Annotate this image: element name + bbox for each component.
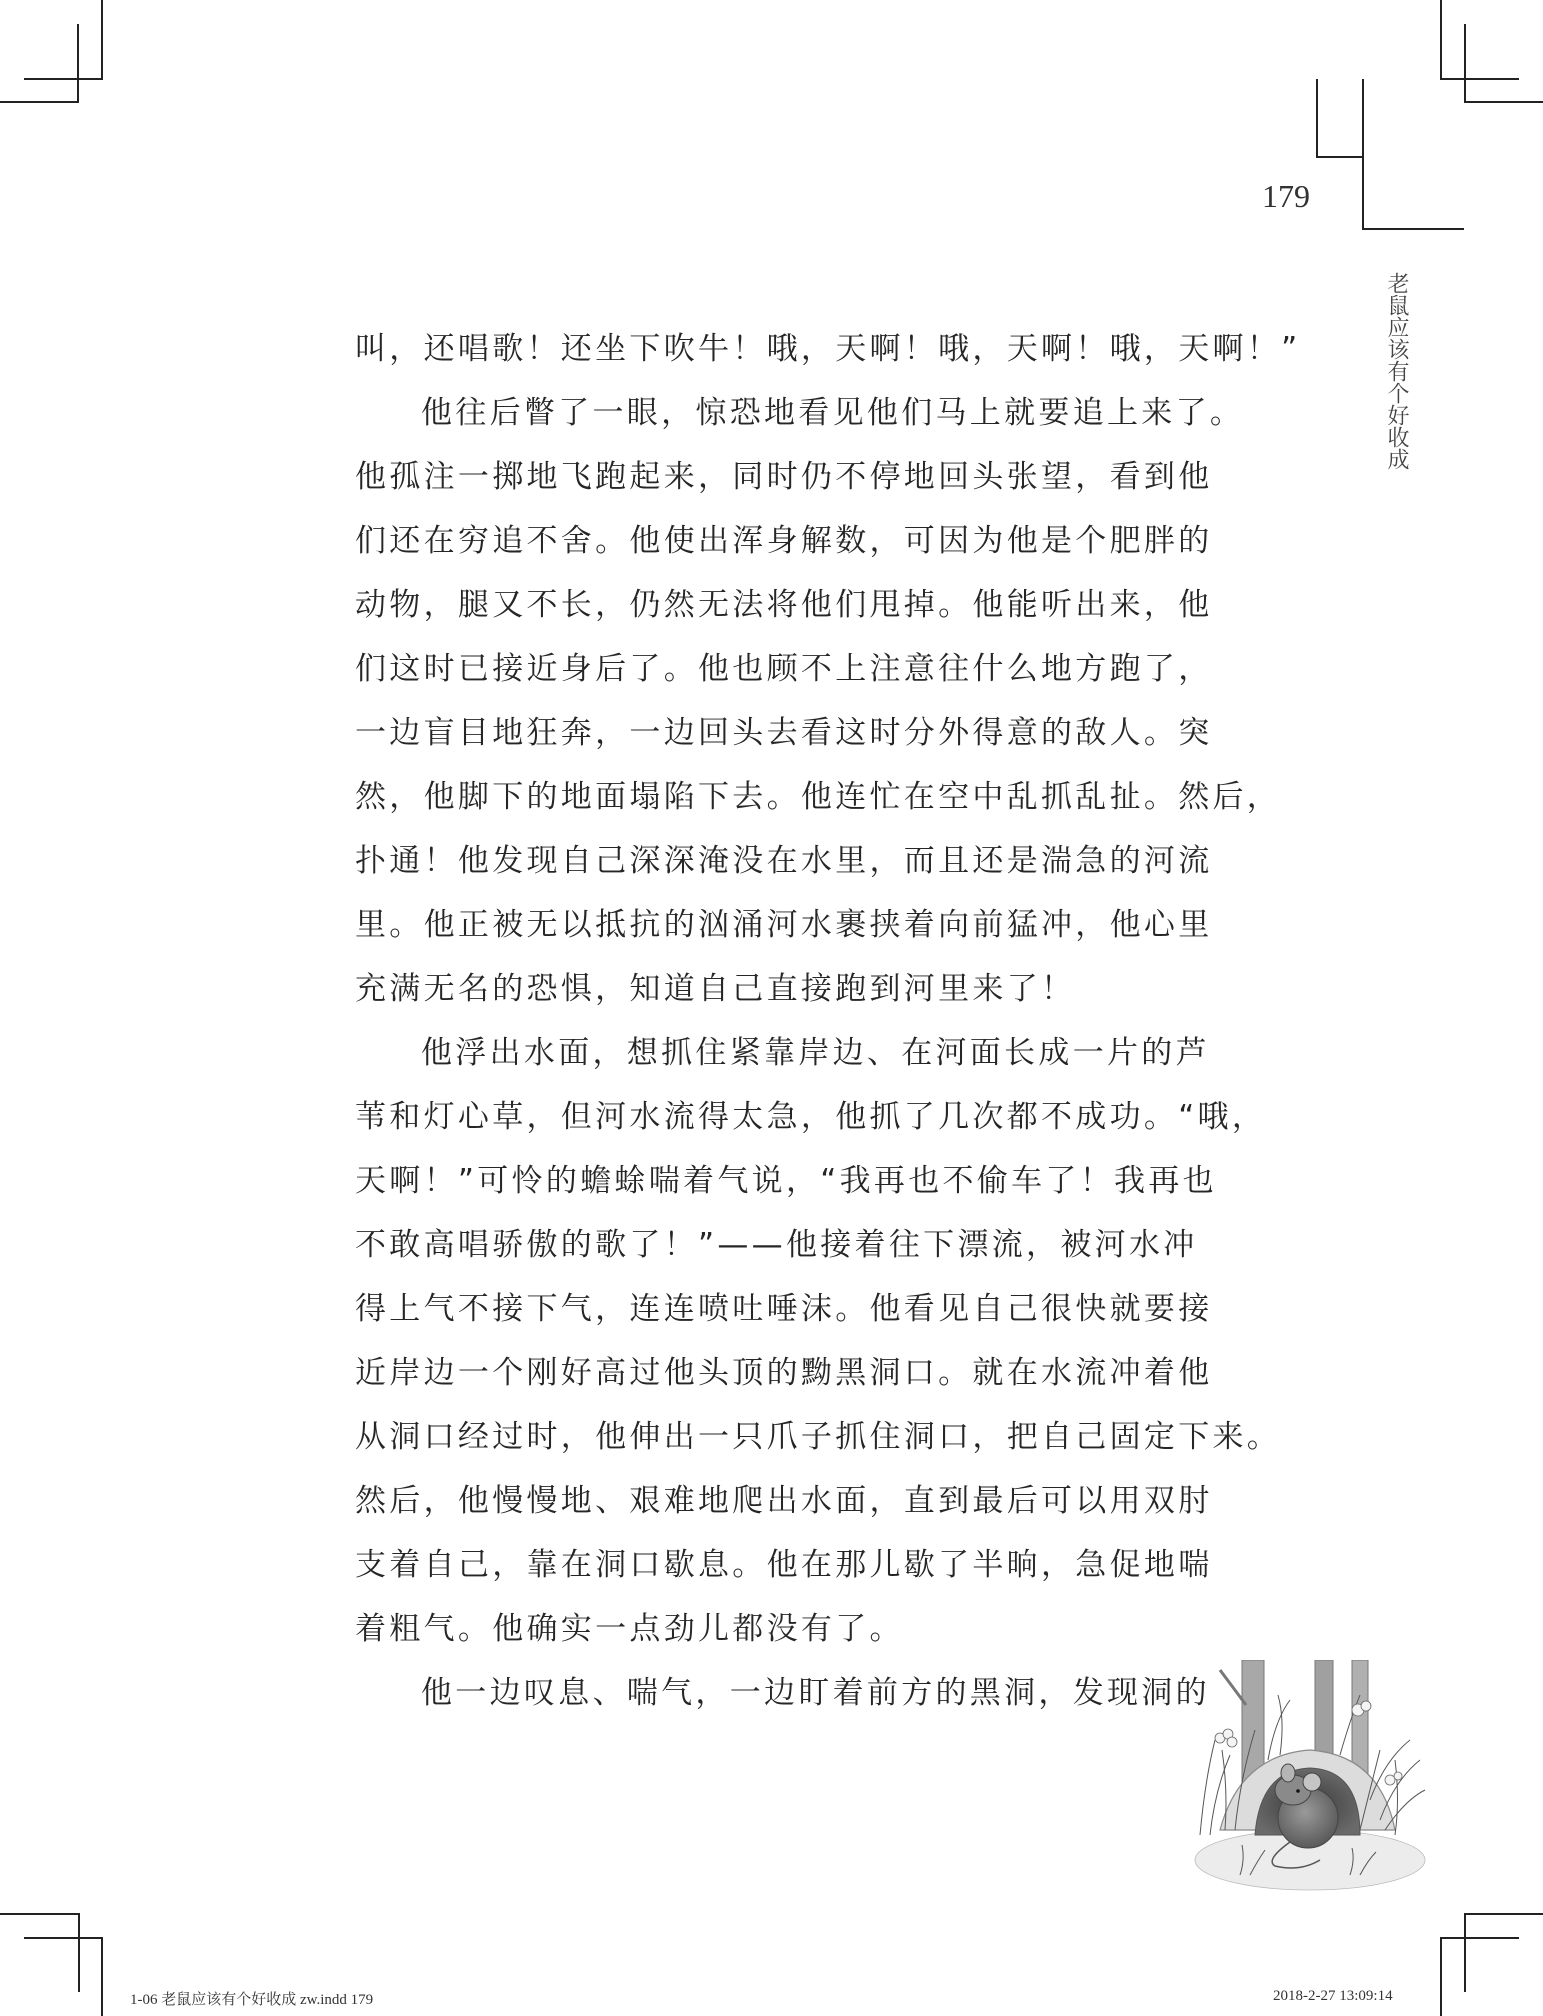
crop-mark <box>24 1937 103 1939</box>
text-line: 苇和灯心草，但河水流得太急，他抓了几次都不成功。“哦， <box>355 1099 1267 1135</box>
mouse-burrow-illustration <box>1180 1660 1430 1900</box>
text-line: 扑通！他发现自己深深淹没在水里，而且还是湍急的河流 <box>355 843 1213 879</box>
text-line: 然后，他慢慢地、艰难地爬出水面，直到最后可以用双肘 <box>355 1483 1213 1519</box>
header-rule <box>1316 156 1362 158</box>
crop-mark <box>1440 78 1519 80</box>
text-line: 他一边叹息、喘气，一边盯着前方的黑洞，发现洞的 <box>421 1675 1210 1711</box>
crop-mark <box>1440 1937 1442 2016</box>
text-line: 叫，还唱歌！还坐下吹牛！哦，天啊！哦，天啊！哦，天啊！” <box>355 331 1301 367</box>
crop-mark <box>1464 24 1466 103</box>
crop-mark <box>78 1913 80 1992</box>
crop-mark <box>101 0 103 79</box>
text-line: 从洞口经过时，他伸出一只爪子抓住洞口，把自己固定下来。 <box>355 1419 1282 1455</box>
slug-file-info: 1-06 老鼠应该有个好收成 zw.indd 179 <box>130 1992 374 2008</box>
text-line: 着粗气。他确实一点劲儿都没有了。 <box>355 1611 904 1647</box>
text-line: 然，他脚下的地面塌陷下去。他连忙在空中乱抓乱扯。然后， <box>355 779 1282 815</box>
crop-mark <box>1464 1913 1543 1915</box>
crop-mark <box>77 24 79 103</box>
header-rule <box>1362 79 1364 230</box>
slug-timestamp: 2018-2-27 13:09:14 <box>1273 1988 1393 2004</box>
crop-mark <box>1440 0 1442 79</box>
crop-mark <box>1440 1937 1519 1939</box>
text-line: 近岸边一个刚好高过他头顶的黝黑洞口。就在水流冲着他 <box>355 1355 1213 1391</box>
crop-mark <box>0 1913 79 1915</box>
header-rule <box>1316 79 1318 158</box>
crop-mark <box>101 1937 103 2016</box>
page-number: 179 <box>1262 178 1310 214</box>
crop-mark <box>1464 1913 1466 1992</box>
text-line: 一边盲目地狂奔，一边回头去看这时分外得意的敌人。突 <box>355 715 1213 751</box>
crop-mark <box>1464 101 1543 103</box>
header-rule <box>1362 228 1464 230</box>
text-line: 动物，腿又不长，仍然无法将他们甩掉。他能听出来，他 <box>355 587 1213 623</box>
body-text <box>355 326 1301 1734</box>
text-line: 们这时已接近身后了。他也顾不上注意往什么地方跑了， <box>355 651 1213 687</box>
crop-mark <box>0 101 79 103</box>
text-line: 充满无名的恐惧，知道自己直接跑到河里来了！ <box>355 971 1076 1007</box>
text-line: 他孤注一掷地飞跑起来，同时仍不停地回头张望，看到他 <box>355 459 1213 495</box>
text-line: 们还在穷追不舍。他使出浑身解数，可因为他是个肥胖的 <box>355 523 1213 559</box>
text-line: 得上气不接下气，连连喷吐唾沫。他看见自己很快就要接 <box>355 1291 1213 1327</box>
text-line: 天啊！”可怜的蟾蜍喘着气说，“我再也不偷车了！我再也 <box>355 1163 1217 1199</box>
text-line: 他往后瞥了一眼，惊恐地看见他们马上就要追上来了。 <box>421 395 1245 431</box>
text-line: 不敢高唱骄傲的歌了！”——他接着往下漂流，被河水冲 <box>355 1227 1198 1263</box>
crop-mark <box>24 78 103 80</box>
text-line: 他浮出水面，想抓住紧靠岸边、在河面长成一片的芦 <box>421 1035 1210 1071</box>
running-head: 老鼠应该有个好收成 <box>1384 272 1409 470</box>
text-line: 里。他正被无以抵抗的汹涌河水裹挟着向前猛冲，他心里 <box>355 907 1213 943</box>
text-line: 支着自己，靠在洞口歇息。他在那儿歇了半晌，急促地喘 <box>355 1547 1213 1583</box>
